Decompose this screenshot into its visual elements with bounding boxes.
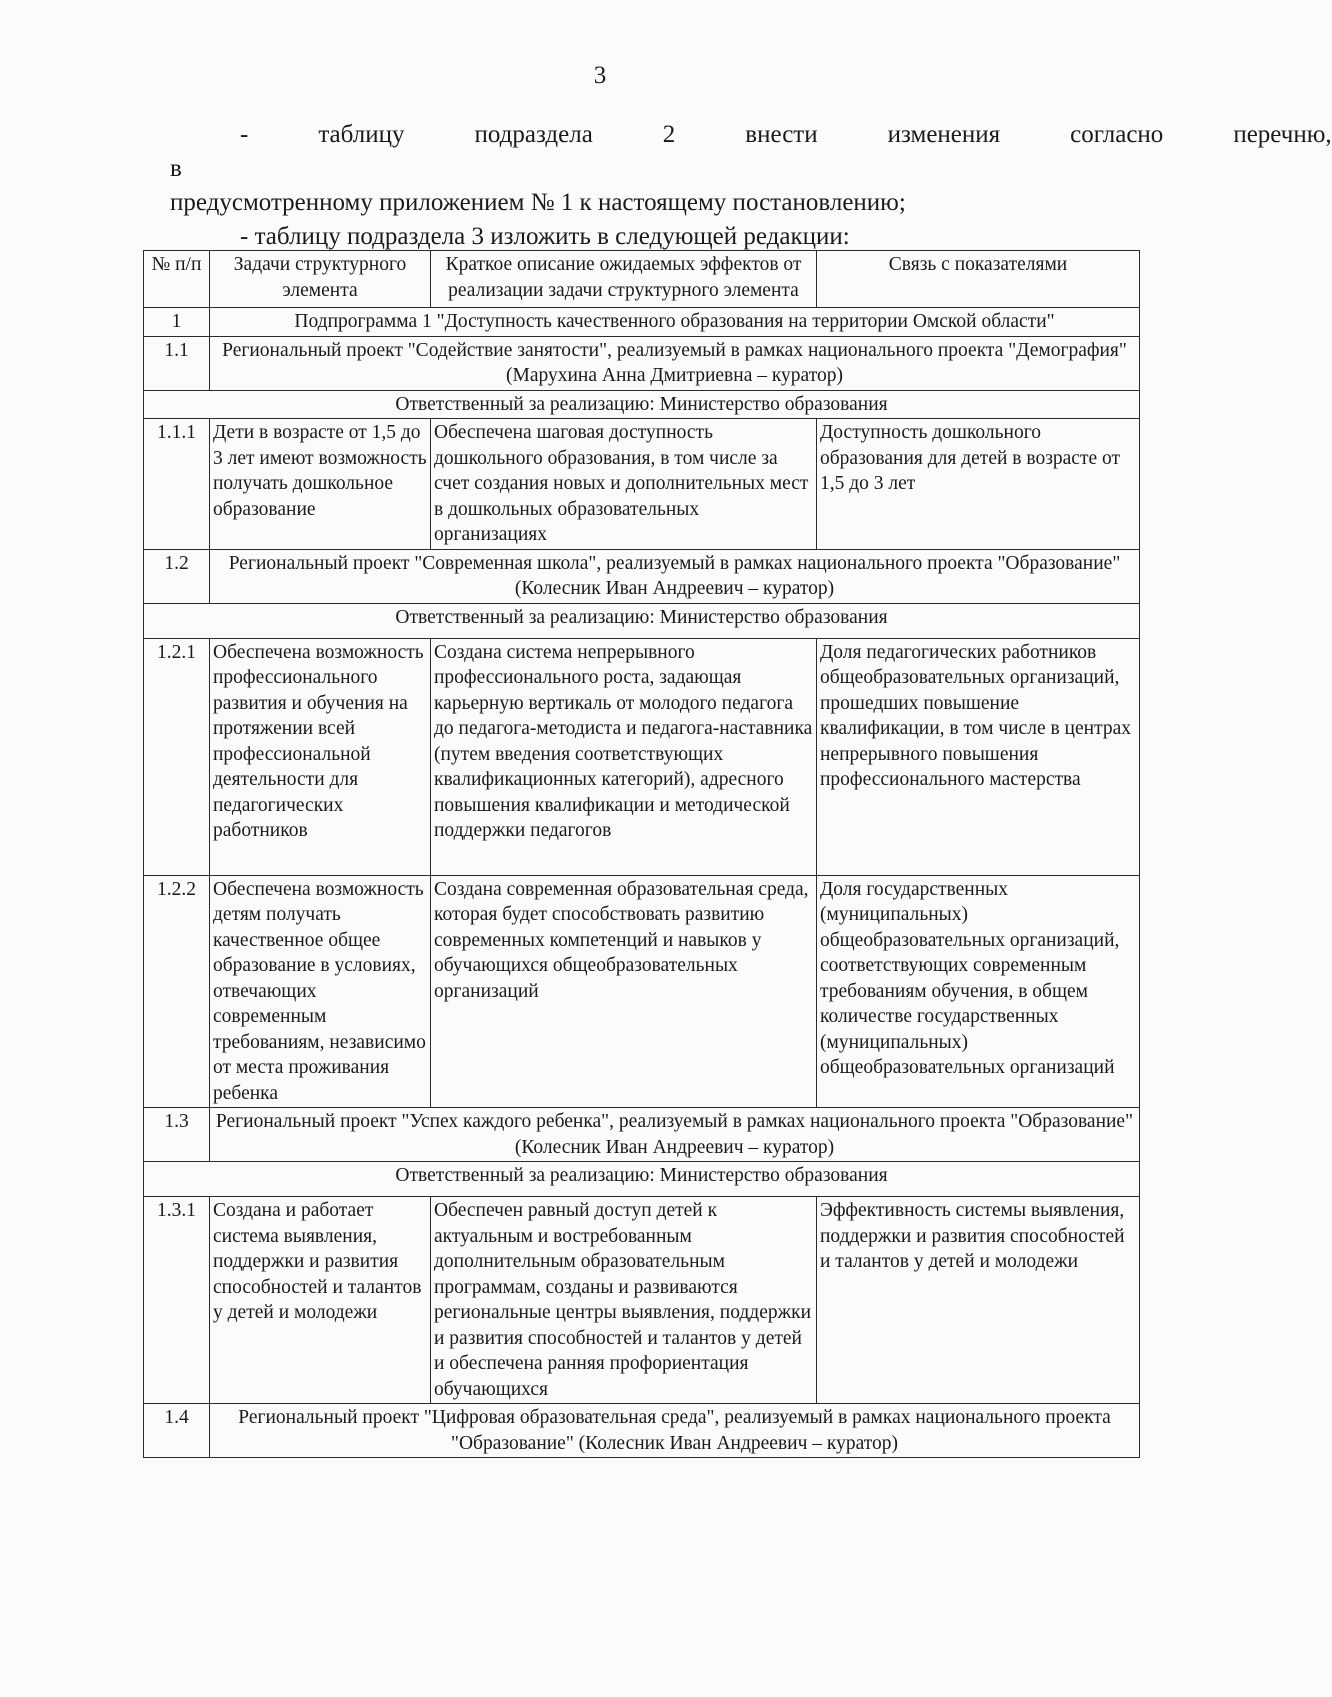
table-row <box>144 603 1140 638</box>
table-row <box>144 1404 1140 1458</box>
table-row <box>144 419 1140 550</box>
responsible-row: Ответственный за реализацию: Министерство образования <box>144 1162 1140 1197</box>
row-num: 1.1 <box>144 336 210 390</box>
indicator-cell: Доля государственных (муниципальных) общеобразовательных организаций, соответствующих современным требованиям обучения, в общем количестве государственных (муниципальных) общеобразовательных организаций <box>817 875 1140 1108</box>
project-title: Региональный проект "Цифровая образовательная среда", реализуемый в рамках национального проекта "Образование" (Колесник Иван Андреевич – куратор) <box>210 1404 1140 1458</box>
table-row <box>144 875 1140 1108</box>
effect-cell: Обеспечен равный доступ детей к актуальным и востребованным дополнительным образовательным программам, созданы и развиваются региональные центры выявления, поддержки и развития способностей и талантов у детей и обеспечена ранняя профориентация обучающихся <box>431 1197 817 1404</box>
header-tasks: Задачи структурного элемента <box>210 251 431 308</box>
indicator-cell: Доля педагогических работников общеобразовательных организаций, прошедших повышение квалификации, в том числе в центрах непрерывного повышения профессионального мастерства <box>817 638 1140 875</box>
task-cell: Дети в возрасте от 1,5 до 3 лет имеют возможность получать дошкольное образование <box>210 419 431 550</box>
effect-cell: Создана система непрерывного профессионального роста, задающая карьерную вертикаль от молодого педагога до педагога-методиста и педагога-наставника (путем введения соответствующих квалификационных категорий), адресного повышения квалификации и методической поддержки педагогов <box>431 638 817 875</box>
table-row <box>144 638 1140 875</box>
row-num: 1 <box>144 308 210 337</box>
table-row <box>144 549 1140 603</box>
project-title: Региональный проект "Современная школа", реализуемый в рамках национального проекта "Образование" (Колесник Иван Андреевич – куратор) <box>210 549 1140 603</box>
page-number: 3 <box>593 62 607 89</box>
intro-text <box>170 118 1332 254</box>
table-row <box>144 308 1140 337</box>
header-num: № п/п <box>144 251 210 308</box>
row-num: 1.2.1 <box>144 638 210 875</box>
task-cell: Создана и работает система выявления, поддержки и развития способностей и талантов у детей и молодежи <box>210 1197 431 1404</box>
subprogram-title: Подпрограмма 1 "Доступность качественного образования на территории Омской области" <box>210 308 1140 337</box>
row-num: 1.3 <box>144 1108 210 1162</box>
table-row <box>144 1162 1140 1197</box>
intro-item-1 <box>170 118 1332 186</box>
intro-line3: - таблицу подраздела 3 изложить в следующей редакции: <box>240 223 850 250</box>
word: 2 <box>662 121 676 148</box>
word: согласно <box>1070 121 1164 148</box>
indicator-cell: Эффективность системы выявления, поддержки и развития способностей и талантов у детей и молодежи <box>817 1197 1140 1404</box>
word: - в <box>170 121 249 182</box>
header-effects: Краткое описание ожидаемых эффектов от реализации задачи структурного элемента <box>431 251 817 308</box>
table-row <box>144 1197 1140 1404</box>
task-cell: Обеспечена возможность детям получать качественное общее образование в условиях, отвечающих современным требованиям, независимо от места проживания ребенка <box>210 875 431 1108</box>
word: внести <box>745 121 818 148</box>
row-num: 1.4 <box>144 1404 210 1458</box>
word: таблицу <box>318 121 405 148</box>
effect-cell: Обеспечена шаговая доступность дошкольного образования, в том числе за счет создания новых и дополнительных мест в дошкольных образовательных организациях <box>431 419 817 550</box>
row-num: 1.2 <box>144 549 210 603</box>
row-num: 1.2.2 <box>144 875 210 1108</box>
responsible-row: Ответственный за реализацию: Министерство образования <box>144 390 1140 419</box>
intro-line2: предусмотренному приложением № 1 к настоящему постановлению; <box>170 189 906 216</box>
table-row <box>144 390 1140 419</box>
table-row <box>144 336 1140 390</box>
measures-table <box>143 250 1140 1458</box>
responsible-row: Ответственный за реализацию: Министерство образования <box>144 603 1140 638</box>
word: изменения <box>887 121 1001 148</box>
word: перечню, <box>1233 121 1332 148</box>
header-indicators: Связь с показателями <box>817 251 1140 308</box>
task-cell: Обеспечена возможность профессионального развития и обучения на протяжении всей профессиональной деятельности для педагогических работников <box>210 638 431 875</box>
row-num: 1.3.1 <box>144 1197 210 1404</box>
project-title: Региональный проект "Успех каждого ребенка", реализуемый в рамках национального проекта "Образование" (Колесник Иван Андреевич – куратор) <box>210 1108 1140 1162</box>
table-header-row <box>144 251 1140 308</box>
intro-line1-justified <box>170 118 1332 186</box>
word: подраздела <box>474 121 593 148</box>
project-title: Региональный проект "Содействие занятости", реализуемый в рамках национального проекта "Демография" (Марухина Анна Дмитриевна – куратор) <box>210 336 1140 390</box>
effect-cell: Создана современная образовательная среда, которая будет способствовать развитию современных компетенций и навыков у обучающихся общеобразовательных организаций <box>431 875 817 1108</box>
row-num: 1.1.1 <box>144 419 210 550</box>
indicator-cell: Доступность дошкольного образования для детей в возрасте от 1,5 до 3 лет <box>817 419 1140 550</box>
table-row <box>144 1108 1140 1162</box>
